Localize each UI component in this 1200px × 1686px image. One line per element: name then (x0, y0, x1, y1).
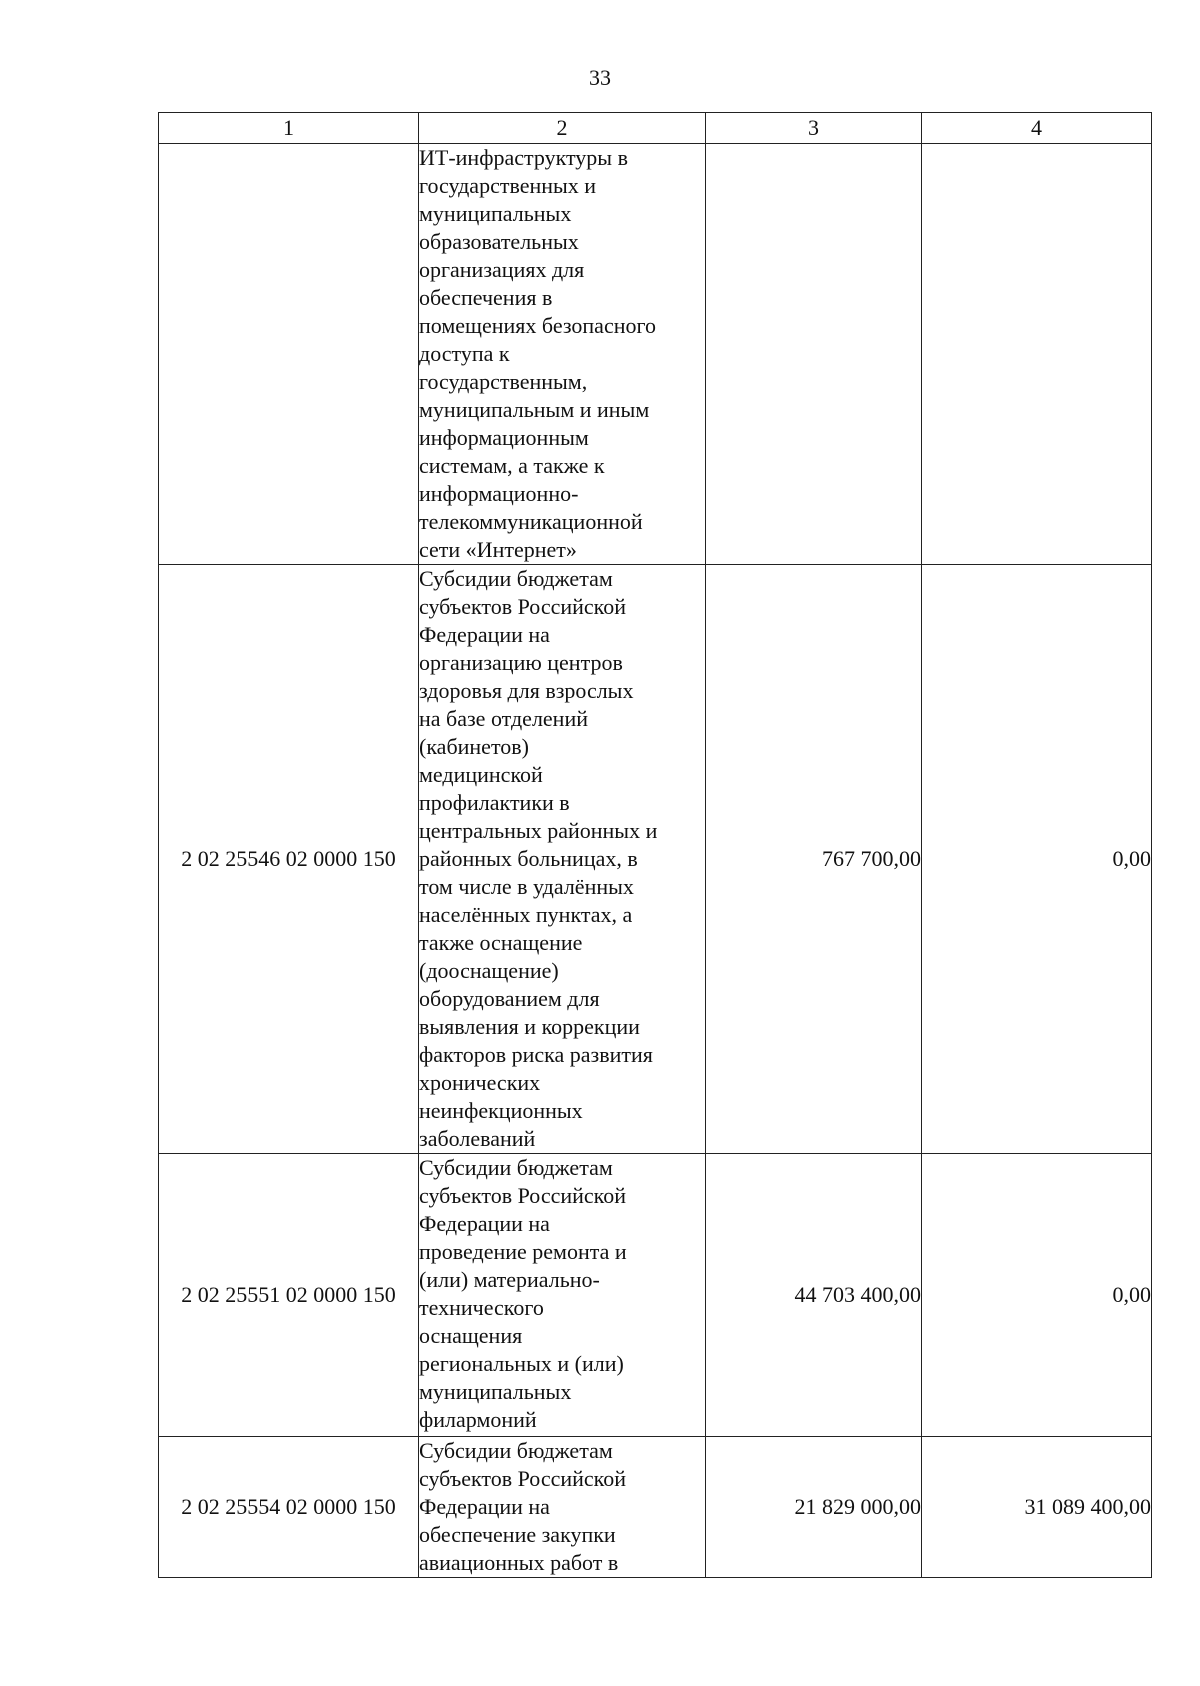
item-name-cell: Субсидии бюджетам субъектов Российской Федерации на проведение ремонта и (или) материально- технического оснащения региональных и (или) муниципальных филармоний (419, 1154, 706, 1437)
amount-col3-cell: 21 829 000,00 (706, 1437, 922, 1578)
column-header-4: 4 (922, 113, 1152, 144)
amount-col3-cell: 767 700,00 (706, 565, 922, 1154)
table-row (159, 565, 1152, 1154)
table-row (159, 1437, 1152, 1578)
budget-code-cell: 2 02 25551 02 0000 150 (159, 1154, 419, 1437)
amount-col3-cell (706, 144, 922, 565)
amount-col4-cell: 0,00 (922, 565, 1152, 1154)
table-row (159, 144, 1152, 565)
item-name-cell: ИТ-инфраструктуры в государственных и муниципальных образовательных организациях для обеспечения в помещениях безопасного доступа к государственным, муниципальным и иным информационным системам, а также к информационно- телекоммуникационной сети «Интернет» (419, 144, 706, 565)
table-row (159, 1154, 1152, 1437)
amount-col3-cell: 44 703 400,00 (706, 1154, 922, 1437)
column-header-3: 3 (706, 113, 922, 144)
item-name-cell: Субсидии бюджетам субъектов Российской Федерации на обеспечение закупки авиационных работ в (419, 1437, 706, 1578)
amount-col4-cell (922, 144, 1152, 565)
page-number: 33 (589, 65, 611, 90)
budget-code-cell (159, 144, 419, 565)
column-header-2: 2 (419, 113, 706, 144)
item-name-cell: Субсидии бюджетам субъектов Российской Федерации на организацию центров здоровья для взрослых на базе отделений (кабинетов) медицинской профилактики в центральных районных и районных больницах, в том числе в удалённых населённых пунктах, а также оснащение (дооснащение) оборудованием для выявления и коррекции факторов риска развития хронических неинфекционных заболеваний (419, 565, 706, 1154)
budget-revenue-table (158, 112, 1152, 1578)
table-header-row (159, 113, 1152, 144)
amount-col4-cell: 0,00 (922, 1154, 1152, 1437)
amount-col4-cell: 31 089 400,00 (922, 1437, 1152, 1578)
budget-code-cell: 2 02 25554 02 0000 150 (159, 1437, 419, 1578)
column-header-1: 1 (159, 113, 419, 144)
budget-code-cell: 2 02 25546 02 0000 150 (159, 565, 419, 1154)
